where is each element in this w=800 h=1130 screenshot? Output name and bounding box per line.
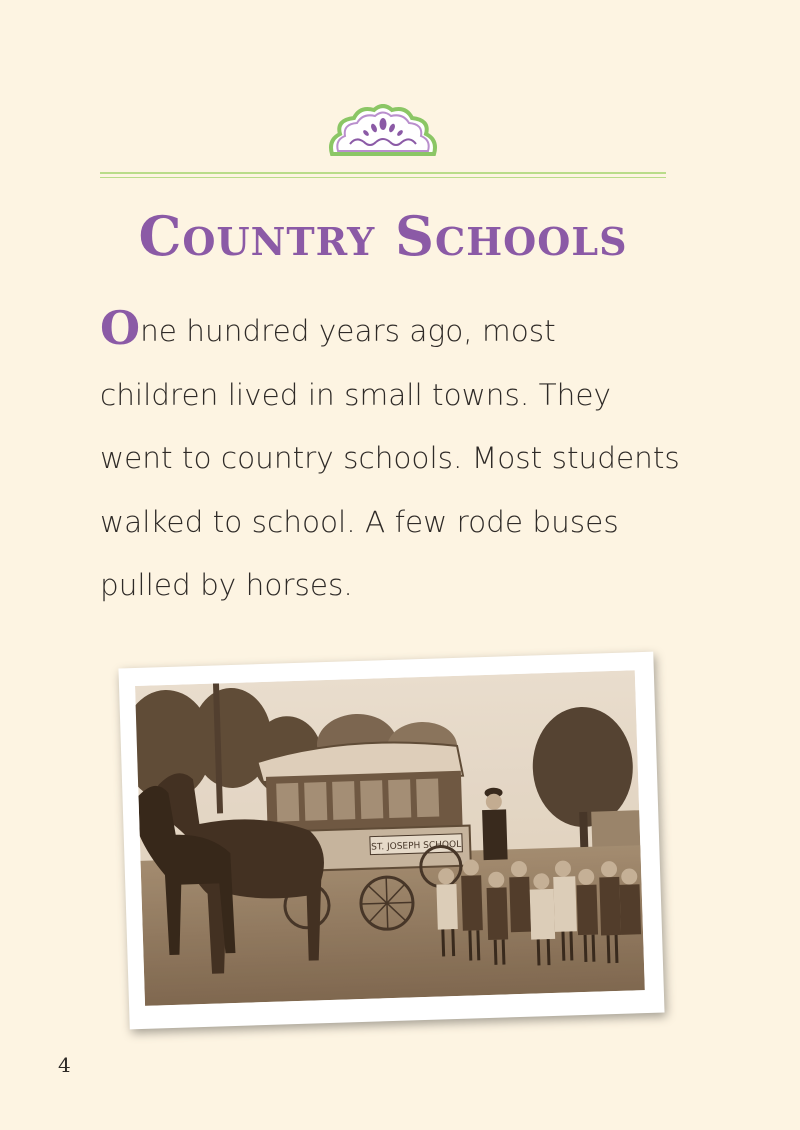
page-number: 4 [58,1053,71,1077]
body-line: pulled by horses. [100,568,353,602]
body-first-line-text: ne hundred years ago, most [140,314,556,348]
page-title: Country Schools [138,204,628,268]
decorative-ornament-icon [326,104,440,160]
body-line [100,300,680,364]
drop-cap: O [100,301,141,355]
body-line: children lived in small towns. They [100,377,611,412]
body-line: went to country schools. Most students [100,441,680,475]
horse-drawn-school-bus-photo [135,670,645,1006]
body-paragraph [100,300,680,618]
photo-frame [118,652,664,1030]
header-rule [100,172,666,174]
body-line: walked to school. A few rode buses [100,504,619,539]
bus-sign-text: ST. JOSEPH SCHOOL [371,839,462,853]
header-rule-thin [100,177,666,178]
